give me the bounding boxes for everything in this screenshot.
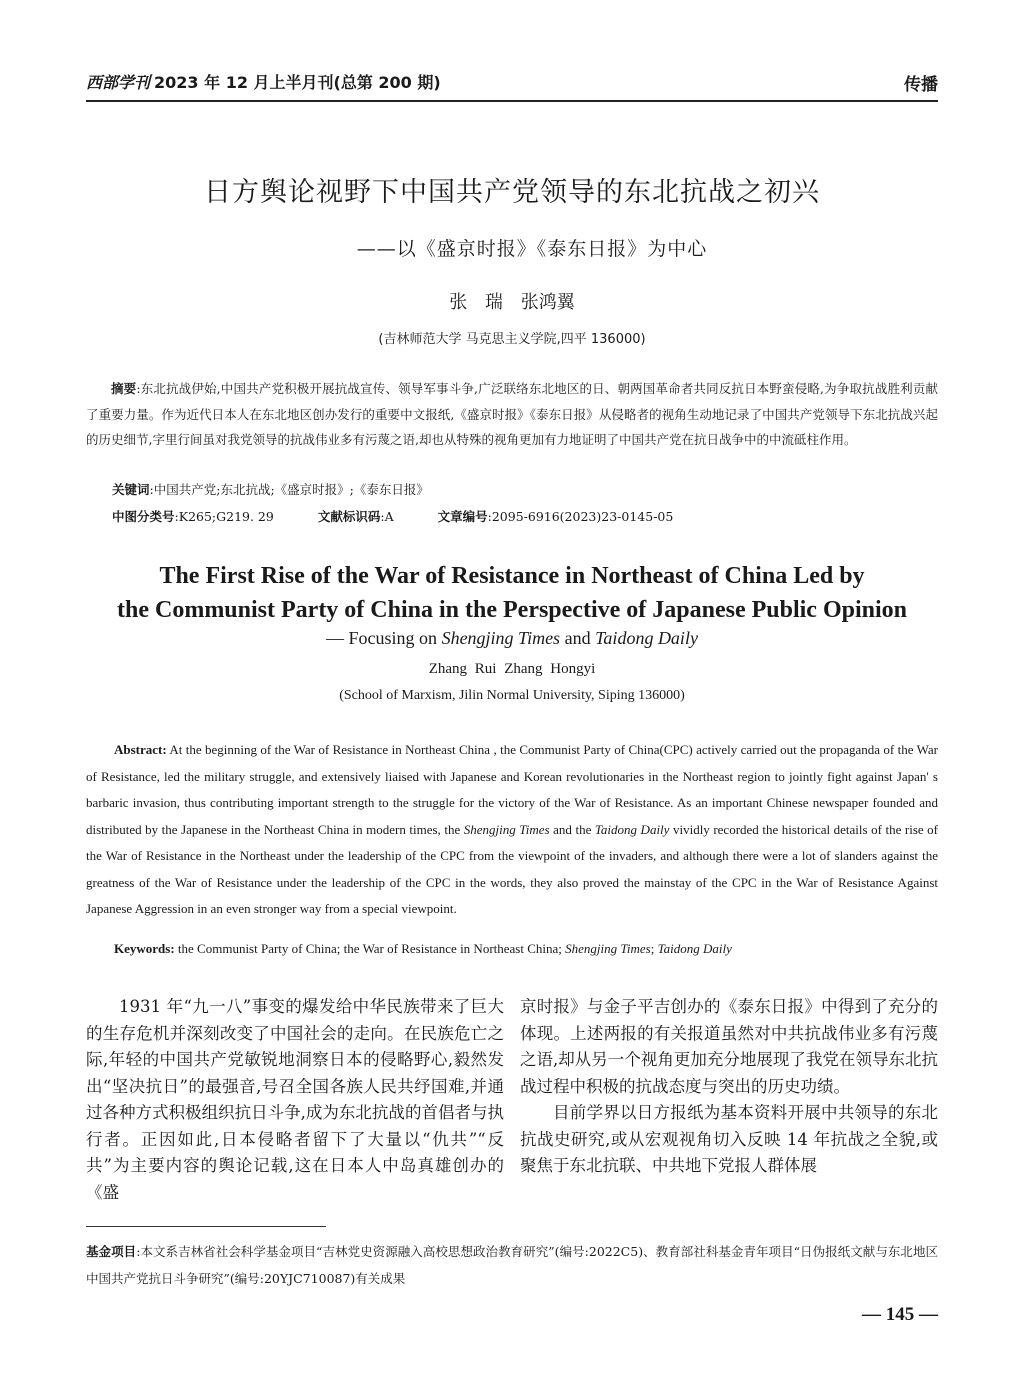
journal-issue — [86, 70, 441, 93]
cn-title: 日方舆论视野下中国共产党领导的东北抗战之初兴 — [204, 177, 820, 208]
en-subtitle-paper2: Taidong Daily — [595, 628, 698, 648]
section-label: 传播 — [904, 75, 938, 95]
cn-doc-label: 文献标识码 — [317, 509, 381, 524]
cn-affiliation: (吉林师范大学 马克思主义学院,四平 136000) — [378, 332, 646, 347]
page-number: — 145 — — [862, 1304, 938, 1325]
cn-keywords — [86, 480, 964, 498]
body-column-right — [520, 994, 938, 1180]
body-column-left — [86, 994, 504, 1206]
en-keywords-sep: ; — [650, 941, 658, 956]
header-divider — [86, 100, 938, 102]
en-abstract — [86, 737, 938, 923]
cn-classification — [86, 507, 964, 525]
cn-abstract-label: 摘要 — [111, 381, 137, 396]
en-abstract-part2: and the — [549, 821, 595, 837]
en-abstract-label: Abstract: — [114, 742, 167, 757]
en-abstract-part3: vividly recorded the historical details of the rise of the War of Resistance in the Northeast under the leadership of the CPC from the viewpoint of the invaders, and although there were a lot of slanders against the greatness of the War of Resistance under the leadership of the CPC in the words, they also proved the mainstay of the CPC in the War of Resistance Against Japanese Aggression in an even stronger way from a special viewpoint. — [86, 821, 939, 916]
footnote-divider — [86, 1226, 326, 1227]
en-title-line2: the Communist Party of China in the Perspective of Japanese Public Opinion — [117, 597, 907, 623]
cn-class-text: :K265;G219. 29 — [174, 509, 274, 524]
cn-keywords-label: 关键词 — [112, 482, 150, 497]
body-paragraph: 目前学界以日方报纸为基本资料开展中共领导的东北抗战史研究,或从宏观视角切入反映 14 年抗战之全貌,或聚焦于东北抗联、中共地下党报人群体展 — [520, 1103, 938, 1175]
cn-article-text: :2095-6916(2023)23-0145-05 — [487, 509, 674, 524]
funding-footnote — [86, 1238, 938, 1292]
issue-label: 2023 年 12 月上半月刊(总第 200 期) — [154, 73, 441, 92]
en-subtitle-prefix: — Focusing on — [326, 628, 442, 648]
journal-logo: 西部学刊 — [86, 73, 151, 92]
running-header — [86, 70, 938, 96]
en-authors: Zhang Rui Zhang Hongyi — [428, 661, 596, 677]
cn-subtitle: ——以《盛京时报》《泰东日报》为中心 — [356, 238, 708, 260]
cn-abstract — [86, 376, 938, 453]
en-abstract-paper2: Taidong Daily — [594, 821, 670, 837]
en-keywords-part1: the Communist Party of China; the War of Resistance in Northeast China; — [174, 941, 566, 956]
en-subtitle-paper1: Shengjing Times — [441, 628, 561, 648]
en-keywords-label: Keywords: — [114, 941, 175, 956]
en-title-line1: The First Rise of the War of Resistance in Northeast of China Led by — [159, 563, 865, 589]
en-abstract-part1: At the beginning of the War of Resistance in Northeast China , the Communist Party of China(CPC) actively carried out the propaganda of the War of Resistance, led the military struggle, and extensively liaised with Japanese and Korean revolutionaries in the Northeast region to jointly fight against Japan' s barbaric invasion, thus contributing important strength to the struggle for the victory of the War of Resistance. As an important Chinese newspaper founded and distributed by the Japanese in the Northeast China in modern times, the — [86, 742, 938, 837]
en-abstract-paper1: Shengjing Times — [463, 821, 550, 837]
cn-article-label: 文章编号 — [437, 509, 488, 524]
en-keywords — [114, 941, 938, 957]
footnote-text: :本文系吉林省社会科学基金项目“吉林党史资源融入高校思想政治教育研究”(编号:2022C5)、教育部社科基金青年项目“日伪报纸文献与东北地区中国共产党抗日斗争研究”(编号:20YJC710087)有关成果 — [86, 1244, 938, 1286]
cn-doc-text: :A — [380, 509, 394, 524]
en-subtitle — [0, 628, 1024, 649]
cn-keywords-text: :中国共产党;东北抗战;《盛京时报》;《泰东日报》 — [149, 482, 429, 497]
en-title — [0, 559, 1024, 627]
en-subtitle-and: and — [560, 628, 596, 648]
en-keywords-paper2: Taidong Daily — [657, 941, 732, 956]
en-affiliation: (School of Marxism, Jilin Normal University, Siping 136000) — [339, 688, 685, 703]
cn-abstract-text: :东北抗战伊始,中国共产党积极开展抗战宣传、领导军事斗争,广泛联络东北地区的日、朝两国革命者共同反抗日本野蛮侵略,为争取抗战胜利贡献了重要力量。作为近代日本人在东北地区创办发行的重要中文报纸,《盛京时报》《泰东日报》从侵略者的视角生动地记录了中国共产党领导下东北抗战兴起的历史细节,字里行间虽对我党领导的抗战伟业多有污蔑之语,却也从特殊的视角更加有力地证明了中国共产党在抗日战争中的中流砥柱作用。 — [86, 381, 938, 447]
cn-class-label: 中图分类号 — [112, 509, 175, 524]
footnote-label: 基金项目 — [86, 1244, 137, 1259]
en-keywords-paper1: Shengjing Times — [565, 941, 651, 956]
cn-authors: 张 瑞 张鸿翼 — [449, 292, 575, 313]
body-paragraph: 1931 年“九一八”事变的爆发给中华民族带来了巨大的生存危机并深刻改变了中国社会的走向。在民族危亡之际,年轻的中国共产党敏锐地洞察日本的侵略野心,毅然发出“坚决抗日”的最强音,号召全国各族人民共纾国难,并通过各种方式积极组织抗日斗争,成为东北抗战的首倡者与执行者。正因如此,日本侵略者留下了大量以“仇共”“反共”为主要内容的舆论记载,这在日本人中岛真雄创办的《盛 — [86, 997, 504, 1202]
body-paragraph: 京时报》与金子平吉创办的《泰东日报》中得到了充分的体现。上述两报的有关报道虽然对中共抗战伟业多有污蔑之语,却从另一个视角更加充分地展现了我党在领导东北抗战过程中积极的抗战态度与突出的历史功绩。 — [520, 997, 938, 1096]
